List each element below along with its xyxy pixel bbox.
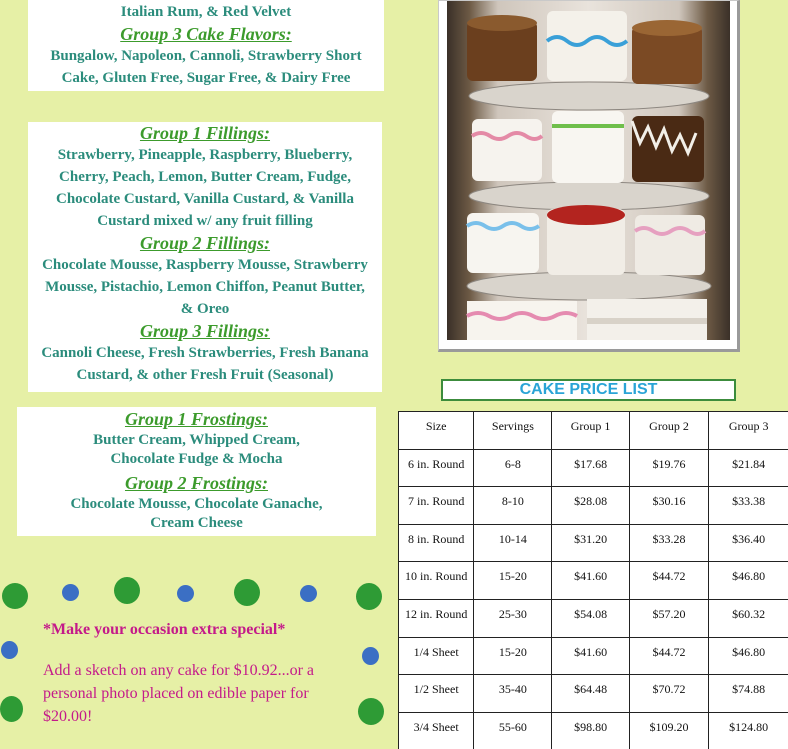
group1-frostings-line2: Chocolate Fudge & Mocha [110, 451, 283, 467]
decor-dot [2, 583, 28, 609]
cell-group1: $17.68 [551, 449, 628, 487]
cell-group3: $36.40 [708, 524, 788, 562]
frostings-panel [17, 407, 376, 536]
special-offer [43, 618, 343, 728]
table-row [398, 599, 788, 637]
cell-size: 1/2 Sheet [398, 674, 473, 712]
cell-group1: $54.08 [551, 599, 628, 637]
header-cell-group3: Group 3 [708, 411, 788, 449]
cell-group2: $44.72 [629, 561, 709, 599]
decor-dot [300, 585, 317, 602]
group2-flavors-tail: Italian Rum, & Red Velvet [120, 4, 292, 20]
group1-fillings-list: Strawberry, Pineapple, Raspberry, Blueberry, Cherry, Peach, Lemon, Butter Cream, Fudge, Chocolate Custard, Vanilla Custard, & Vanilla Custard mixed w/ any fruit filling [56, 147, 354, 229]
table-row [398, 524, 788, 562]
cake-display-photo-frame [438, 0, 740, 352]
group3-fillings-list: Cannoli Cheese, Fresh Strawberries, Fresh Banana Custard, & other Fresh Fruit (Seasonal) [41, 345, 369, 383]
fillings-panel [28, 122, 382, 392]
group1-frostings-line1: Butter Cream, Whipped Cream, [93, 432, 300, 448]
cell-group2: $33.28 [629, 524, 709, 562]
header-cell-size: Size [398, 411, 473, 449]
decor-dot [234, 579, 260, 606]
header-cell-servings: Servings [473, 411, 551, 449]
cell-servings: 55-60 [473, 712, 551, 749]
group1-frostings-heading: Group 1 Frostings: [124, 409, 269, 429]
group3-flavors-heading: Group 3 Cake Flavors: [120, 24, 292, 44]
group2-frostings-heading: Group 2 Frostings: [124, 473, 269, 493]
decor-dot [114, 577, 140, 604]
cell-servings: 6-8 [473, 449, 551, 487]
group2-frostings-line2: Cream Cheese [150, 515, 243, 531]
group2-fillings-list: Chocolate Mousse, Raspberry Mousse, Strawberry Mousse, Pistachio, Lemon Chiffon, Peanut Butter, & Oreo [42, 257, 368, 317]
table-row [398, 561, 788, 599]
cell-group3: $33.38 [708, 486, 788, 524]
decor-dot [362, 647, 379, 665]
price-list-title: CAKE PRICE LIST [441, 379, 736, 401]
table-row [398, 712, 788, 749]
cake-display-illustration [447, 1, 730, 340]
cake-flavors-panel [28, 0, 384, 91]
cell-group1: $28.08 [551, 486, 628, 524]
cell-size: 8 in. Round [398, 524, 473, 562]
decor-dot [356, 583, 382, 610]
group1-fillings-heading: Group 1 Fillings: [139, 123, 271, 143]
cell-servings: 25-30 [473, 599, 551, 637]
cell-size: 6 in. Round [398, 449, 473, 487]
group2-frostings-line1: Chocolate Mousse, Chocolate Ganache, [70, 496, 323, 512]
cell-size: 12 in. Round [398, 599, 473, 637]
group3-flavors-list: Bungalow, Napoleon, Cannoli, Strawberry Short Cake, Gluten Free, Sugar Free, & Dairy Free [50, 48, 362, 86]
cell-group3: $46.80 [708, 637, 788, 675]
cell-group2: $30.16 [629, 486, 709, 524]
decor-dot [0, 696, 23, 722]
cell-servings: 8-10 [473, 486, 551, 524]
special-offer-text: Add a sketch on any cake for $10.92...or a personal photo placed on edible paper for $20.00! [43, 662, 315, 725]
table-row [398, 449, 788, 487]
cell-servings: 35-40 [473, 674, 551, 712]
cell-group1: $41.60 [551, 637, 628, 675]
cell-group3: $46.80 [708, 561, 788, 599]
group2-fillings-heading: Group 2 Fillings: [139, 233, 271, 253]
cell-group3: $74.88 [708, 674, 788, 712]
cell-servings: 15-20 [473, 637, 551, 675]
decor-dot [1, 641, 18, 659]
table-row [398, 637, 788, 675]
cell-group1: $64.48 [551, 674, 628, 712]
cell-size: 10 in. Round [398, 561, 473, 599]
decor-dot [177, 585, 194, 602]
price-table [398, 411, 788, 749]
decor-dot [358, 698, 384, 725]
cell-servings: 10-14 [473, 524, 551, 562]
cell-group1: $41.60 [551, 561, 628, 599]
cell-group3: $60.32 [708, 599, 788, 637]
cake-display-photo [447, 1, 730, 340]
cell-group1: $98.80 [551, 712, 628, 749]
table-row [398, 486, 788, 524]
cell-group2: $57.20 [629, 599, 709, 637]
price-table-header [398, 411, 788, 449]
cell-group2: $109.20 [629, 712, 709, 749]
table-row [398, 674, 788, 712]
special-offer-title: *Make your occasion extra special* [43, 621, 286, 638]
cell-group2: $19.76 [629, 449, 709, 487]
cell-group3: $21.84 [708, 449, 788, 487]
header-cell-group2: Group 2 [629, 411, 709, 449]
header-cell-group1: Group 1 [551, 411, 628, 449]
cell-size: 3/4 Sheet [398, 712, 473, 749]
cell-size: 7 in. Round [398, 486, 473, 524]
group3-fillings-heading: Group 3 Fillings: [139, 321, 271, 341]
cell-servings: 15-20 [473, 561, 551, 599]
decor-dot [62, 584, 79, 601]
cell-group1: $31.20 [551, 524, 628, 562]
cell-size: 1/4 Sheet [398, 637, 473, 675]
cell-group2: $70.72 [629, 674, 709, 712]
cell-group2: $44.72 [629, 637, 709, 675]
cell-group3: $124.80 [708, 712, 788, 749]
